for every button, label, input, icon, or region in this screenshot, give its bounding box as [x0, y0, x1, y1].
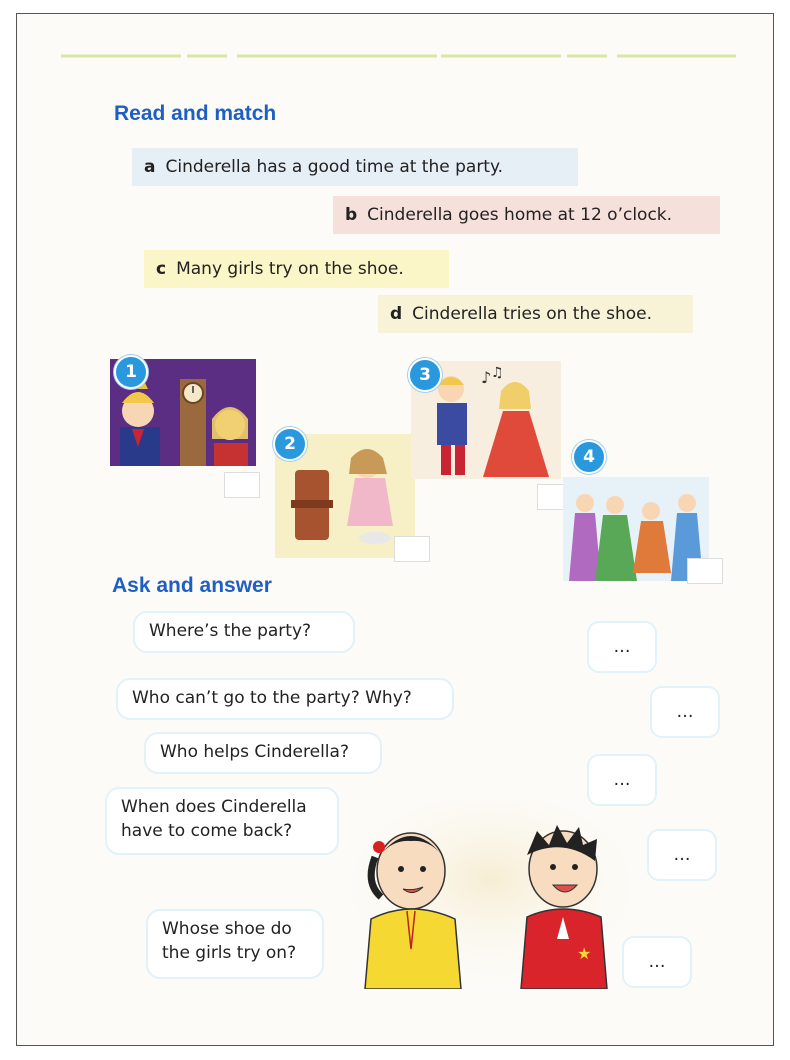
question-text-line-2: the girls try on?: [162, 943, 297, 963]
sentence-c: [144, 250, 449, 288]
sentence-b: [333, 196, 720, 234]
answer-bubble-1[interactable]: …: [587, 621, 657, 673]
question-text: Who can’t go to the party? Why?: [132, 688, 412, 708]
sentence-text: Cinderella tries on the shoe.: [412, 304, 653, 324]
picture-number-badge: 3: [408, 358, 442, 392]
svg-text:★: ★: [577, 944, 592, 963]
svg-text:♪: ♪: [481, 368, 492, 387]
sentence-text: Many girls try on the shoe.: [176, 259, 404, 279]
answer-bubble-5[interactable]: …: [622, 936, 692, 988]
textbook-page: [16, 13, 774, 1046]
sentence-letter: b: [345, 205, 358, 225]
answer-bubble-3[interactable]: …: [587, 754, 657, 806]
answer-box-2[interactable]: [394, 536, 430, 562]
question-bubble-1: [133, 611, 355, 653]
sentence-text: Cinderella has a good time at the party.: [165, 157, 504, 177]
question-text: Where’s the party?: [149, 621, 312, 641]
sentence-text: Cinderella goes home at 12 o’clock.: [367, 205, 673, 225]
ask-and-answer-heading: Ask and answer: [112, 574, 272, 597]
picture-number-badge: 2: [273, 427, 307, 461]
sentence-letter: a: [144, 157, 156, 177]
question-bubble-2: [116, 678, 454, 720]
question-bubble-3: [144, 732, 382, 774]
boy-girl-illustration: [351, 799, 631, 989]
question-bubble-5: [146, 909, 324, 979]
answer-box-1[interactable]: [224, 472, 260, 498]
kids-illustration: [351, 799, 631, 989]
question-text-line-1: When does Cinderella: [121, 797, 307, 817]
question-text: Who helps Cinderella?: [160, 742, 349, 762]
decorative-top-line: [61, 54, 736, 58]
answer-bubble-4[interactable]: …: [647, 829, 717, 881]
sentence-letter: d: [390, 304, 403, 324]
question-text-line-1: Whose shoe do: [162, 919, 292, 939]
answer-bubble-2[interactable]: …: [650, 686, 720, 738]
answer-box-4[interactable]: [687, 558, 723, 584]
picture-number-badge: 4: [572, 440, 606, 474]
question-text-line-2: have to come back?: [121, 821, 293, 841]
svg-text:♫: ♫: [491, 365, 504, 381]
read-and-match-heading: Read and match: [114, 102, 277, 125]
sentence-d: [378, 295, 693, 333]
sentence-letter: c: [156, 259, 167, 279]
question-bubble-4: [105, 787, 339, 855]
sentence-a: [132, 148, 578, 186]
picture-number-badge: 1: [114, 355, 148, 389]
